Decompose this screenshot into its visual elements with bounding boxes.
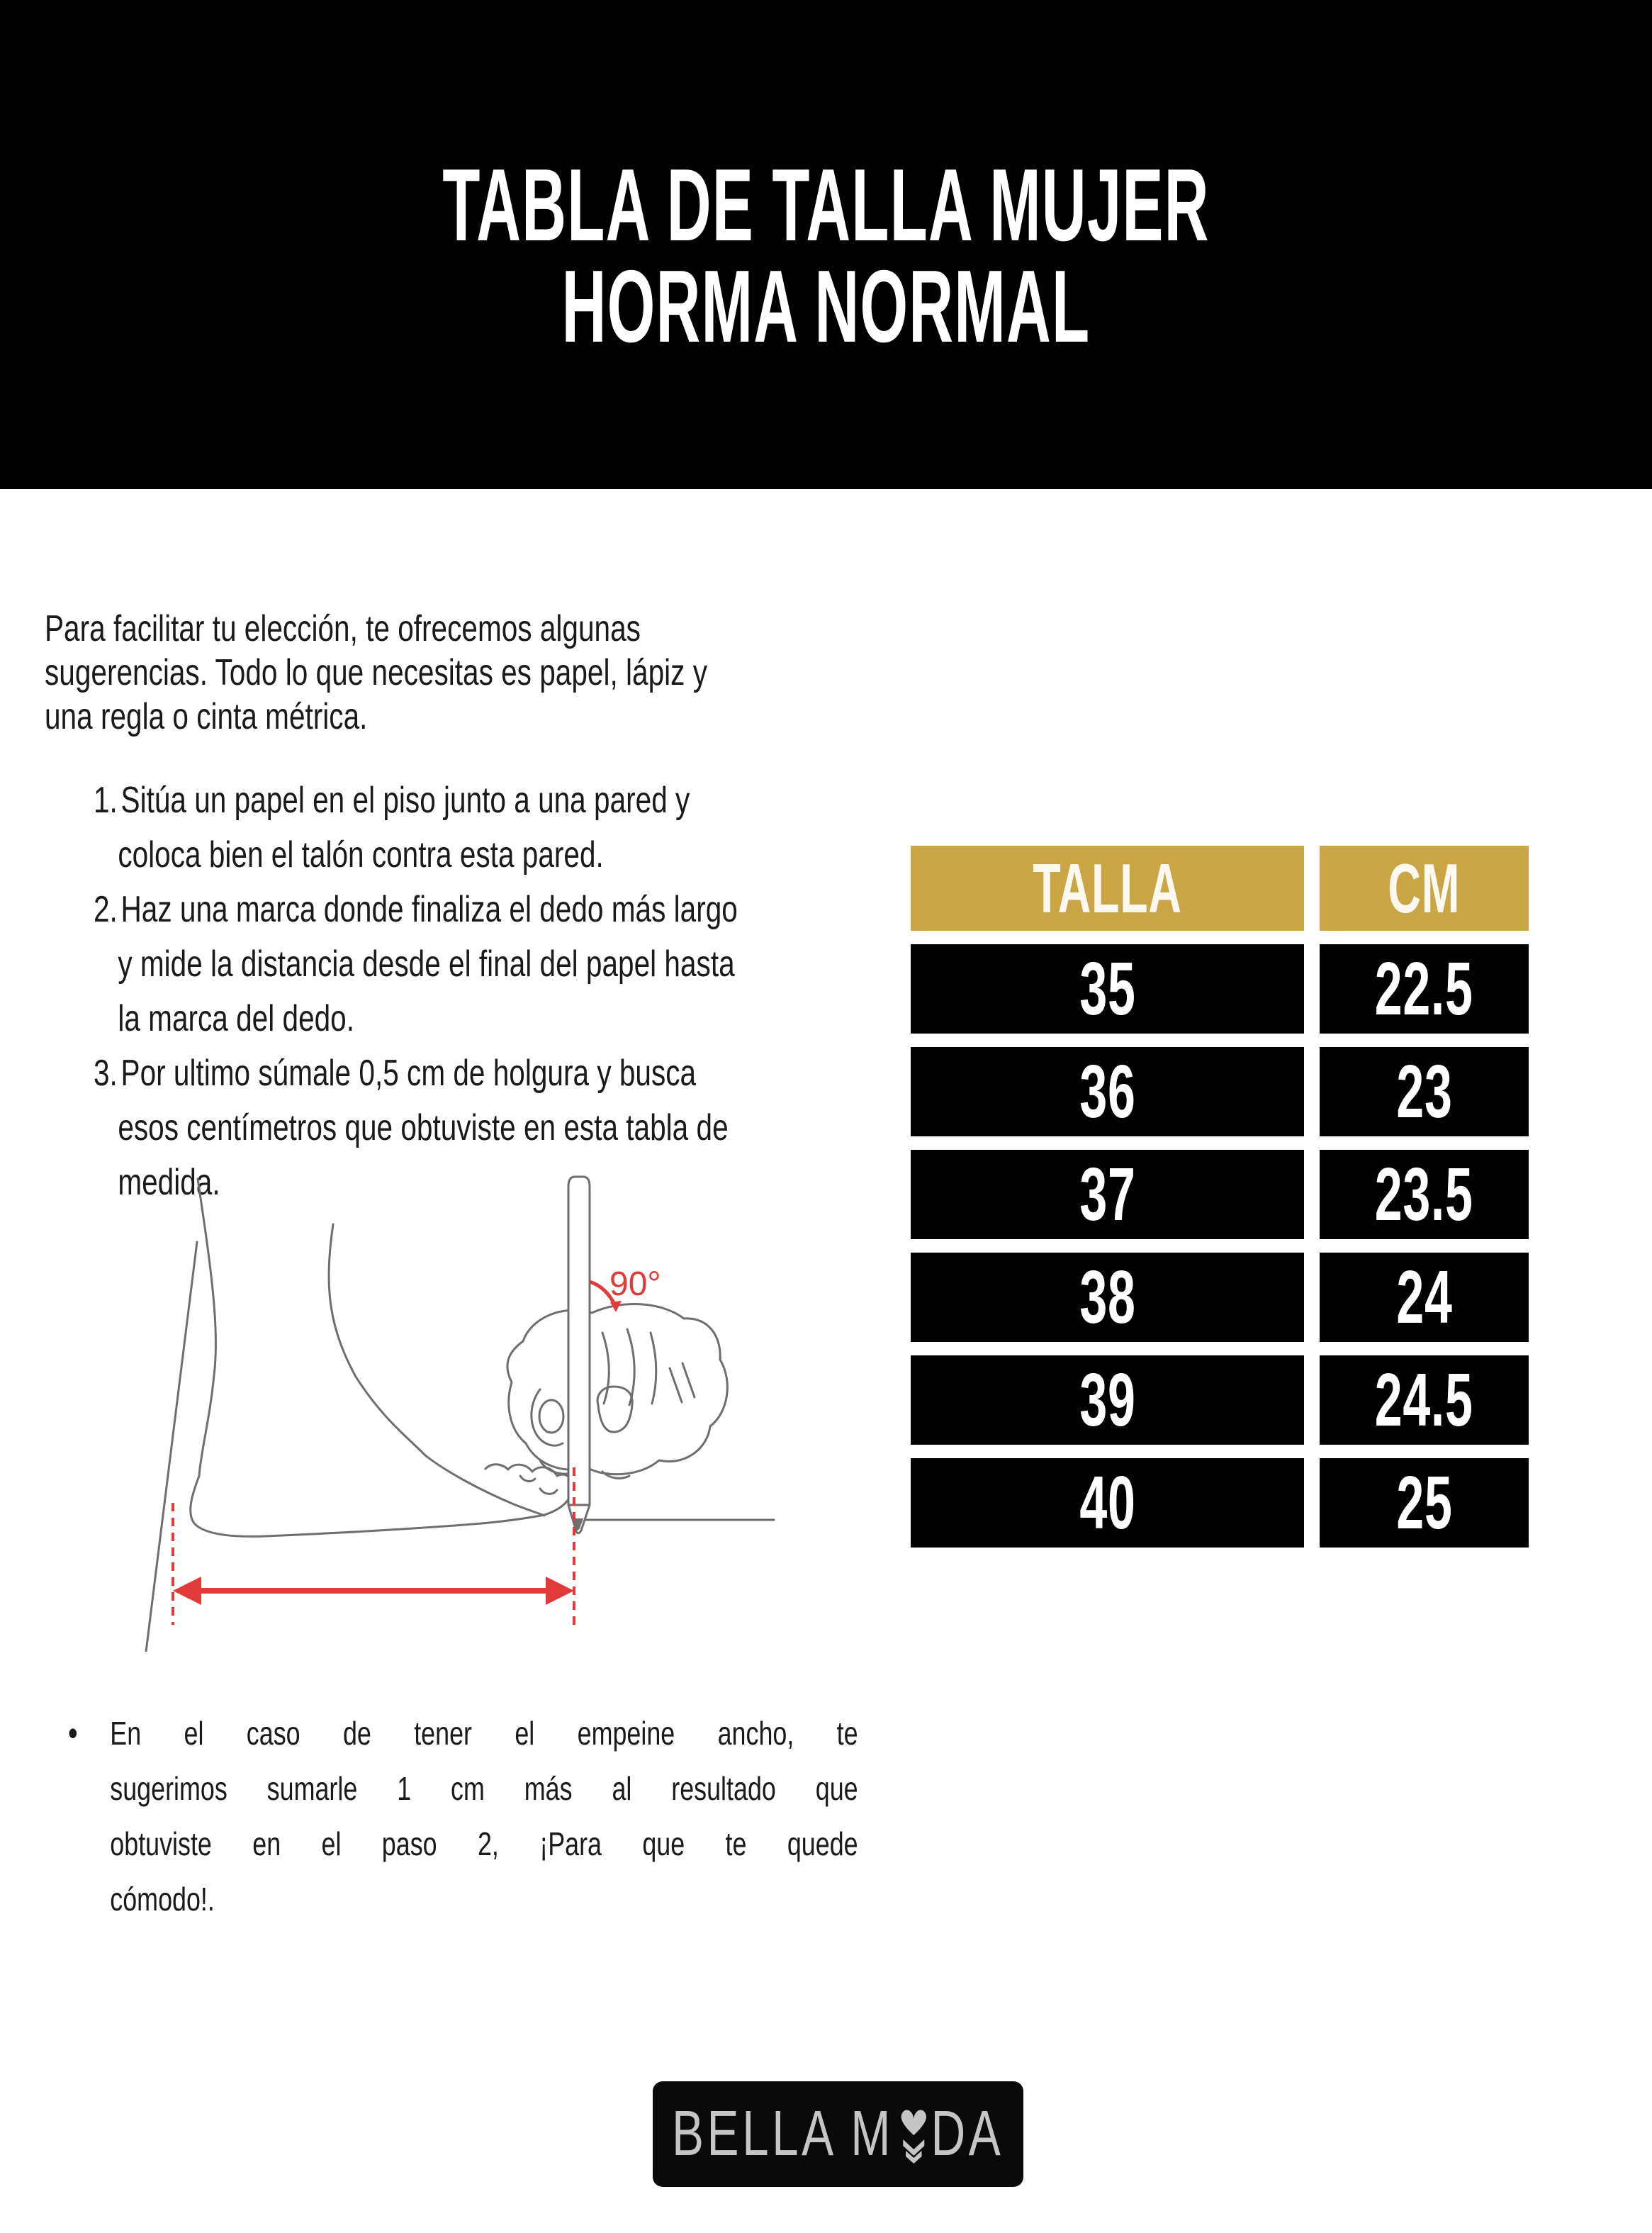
cm-cell: 23 <box>1320 1047 1529 1136</box>
foot-top-line <box>329 1224 544 1516</box>
step-marker: 3. <box>94 1053 118 1094</box>
header-band <box>0 0 1652 489</box>
pencil-icon <box>568 1177 590 1533</box>
steps-list <box>94 773 738 1210</box>
talla-cell: 38 <box>911 1253 1304 1342</box>
cm-header-cell: CM <box>1320 846 1529 931</box>
step-line: Haz una marca donde finaliza el dedo más largo <box>120 889 738 930</box>
step-line: Por ultimo súmale 0,5 cm de holgura y busca <box>120 1053 697 1094</box>
brand-logo <box>653 2081 1023 2187</box>
note-line: obtuviste en el paso 2, ¡Para que te quede <box>110 1825 858 1862</box>
talla-header-cell: TALLA <box>911 846 1304 931</box>
note-paragraph <box>68 1706 858 1927</box>
intro-paragraph <box>45 607 707 739</box>
cm-cell: 24 <box>1320 1253 1529 1342</box>
logo-text-before: BELLA M <box>672 2098 894 2169</box>
talla-cell: 35 <box>911 944 1304 1034</box>
intro-line: Para facilitar tu elección, te ofrecemos algunas <box>45 608 641 649</box>
step-line: coloca bien el talón contra esta pared. <box>118 834 604 875</box>
step-item <box>94 883 738 1046</box>
cm-cell: 23.5 <box>1320 1150 1529 1239</box>
step-item <box>94 773 738 883</box>
talla-cell: 36 <box>911 1047 1304 1136</box>
cm-cell: 22.5 <box>1320 944 1529 1034</box>
note-line: sugerimos sumarle 1 cm más al resultado que <box>110 1770 858 1807</box>
index-nail <box>539 1400 563 1433</box>
angle-label: 90° <box>609 1265 661 1303</box>
heart-chevron-icon <box>899 2104 929 2165</box>
note-line: En el caso de tener el empeine ancho, te <box>110 1715 858 1752</box>
logo-text-after: DA <box>931 2098 1004 2169</box>
arrowhead-right <box>546 1577 574 1605</box>
step-line: medida. <box>118 1162 220 1203</box>
page-title-line2: HORMA NORMAL <box>561 249 1091 364</box>
cm-cell: 25 <box>1320 1458 1529 1548</box>
intro-line: una regla o cinta métrica. <box>45 696 368 737</box>
finger-creases <box>602 1329 695 1405</box>
foot-outline <box>191 1179 544 1536</box>
talla-cell: 37 <box>911 1150 1304 1239</box>
bullet-dot: • <box>68 1713 78 1753</box>
step-marker: 1. <box>94 780 118 821</box>
foot-measure-illustration <box>106 1155 815 1652</box>
talla-cell: 39 <box>911 1355 1304 1445</box>
index-finger <box>532 1389 563 1445</box>
step-line: la marca del dedo. <box>118 998 355 1039</box>
thumb-nail <box>597 1387 632 1432</box>
intro-line: sugerencias. Todo lo que necesitas es papel, lápiz y <box>45 652 707 693</box>
cm-cell: 24.5 <box>1320 1355 1529 1445</box>
page-title-line1: TABLA DE TALLA MUJER <box>442 147 1210 262</box>
size-table <box>911 846 1529 1548</box>
toe-nails <box>520 1476 557 1494</box>
step-line: esos centímetros que obtuviste en esta tabla de <box>118 1107 729 1148</box>
page-title <box>330 147 1322 364</box>
note-line: cómodo!. <box>110 1881 215 1918</box>
toes-outline <box>485 1465 573 1515</box>
step-line: y mide la distancia desde el final del papel hasta <box>118 944 735 985</box>
talla-cell: 40 <box>911 1458 1304 1548</box>
arrowhead-left <box>173 1577 201 1605</box>
step-marker: 2. <box>94 889 118 930</box>
step-line: Sitúa un papel en el piso junto a una pared y <box>120 780 690 821</box>
